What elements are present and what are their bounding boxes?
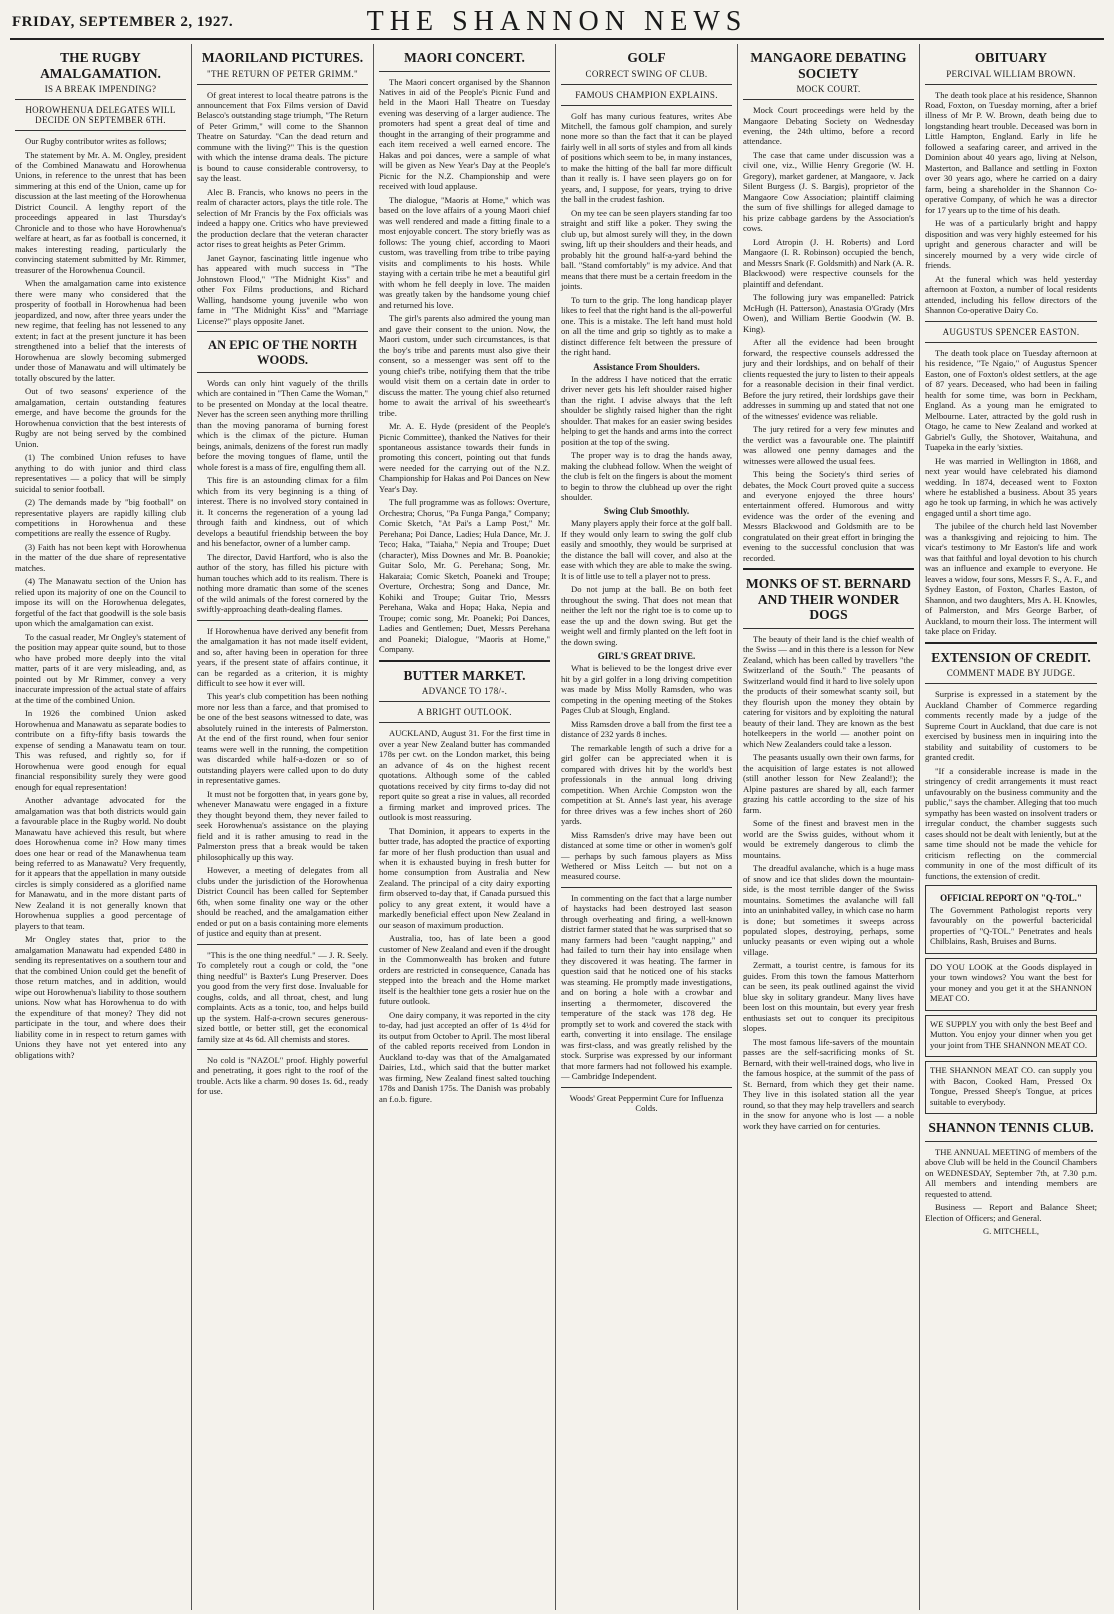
divider xyxy=(561,84,732,85)
column-1 xyxy=(10,44,192,1610)
article-paragraph: (4) The Manawatu section of the Union has relied upon its majority of one on the Council to impose its will on the Horowhenua delegates, forgetful of the fact that goodwill is the sole basis upon which the amalgamation can exist. xyxy=(15,576,186,629)
article-paragraph: The proper way is to drag the hands away, making the clubhead follow. When the weight of the club is felt on the fingers is about the moment to begin to throw the clubhead up over the right shoulder. xyxy=(561,450,732,502)
article-paragraph: The beauty of their land is the chief wealth of the Swiss — and in this there is a lesson for New Zealand, which has been called by travellers "the Switzerland of the South." The peasants of Switzerland would find it hard to live solely upon the products of their somewhat scanty soil, but they flourish upon the money they obtain by catering for visitors and by exploiting the natural beauty of their land. They are known as the best hotelkeepers in the world — another point on which New Zealanders could take a lesson. xyxy=(743,633,914,749)
divider xyxy=(197,620,368,621)
article-paragraph: The director, David Hartford, who is also the author of the story, has filled his picture with human touches which add to its realism. There is nothing more dramatic than some of the scenes of the wild animals of the forest cornered by the swiftly-approaching death-dealing flames. xyxy=(197,551,368,615)
article-paragraph: Words can only hint vaguely of the thrills which are contained in "Then Came the Woman," to be presented on Monday at the local theatre. Never has the screen seen anything more thrilling than the moving panorama of burning forest which is the climax of the picture. Human beings, animals, denizens of the forest run madly before the moving tongues of flame, until the whole forest is a mass of fire, engulfing them all. xyxy=(197,377,368,472)
article-paragraph: Miss Ramsden drove a ball from the first tee a distance of 232 yards 8 inches. xyxy=(561,718,732,740)
article-paragraph: Mock Court proceedings were held by the Mangaore Debating Society on Wednesday evening, the 24th ultimo, before a record attendance. xyxy=(743,105,914,147)
article-paragraph: In the address I have noticed that the erratic driver never gets his left shoulder raised higher than the right. I advise always that the left shoulder be slightly raised higher than the right shoulder. That makes for an easier swing besides helping to get the hands and arms into the correct position at the top of the swing. xyxy=(561,373,732,447)
article-paragraph: This fire is an astounding climax for a film which from its very beginning is a thing of interest. There is no involved story contained in it. It concerns the regeneration of a young lad through faith and kindness, out of which develops a beautiful friendship between the boy and his benefactor, owner of a lumber camp. xyxy=(197,475,368,549)
subhead-bright-outlook: A BRIGHT OUTLOOK. xyxy=(417,707,512,718)
signature: G. MITCHELL, xyxy=(982,1226,1040,1237)
article-paragraph: One dairy company, it was reported in the city to-day, had just accepted an offer of 1s 4½d for its output from October to April. The most liberal of the cabled reports received from London in Auckland to-day was that of the Amalgamated Dairies, Ltd., which said that the butter market was firming, New Zealand finest salted touching 178s and Danish 175s. The Danish was probably an f.o.b. figure. xyxy=(379,1009,550,1104)
subhead-swing: Swing Club Smoothly. xyxy=(603,506,690,517)
subhead-advance: ADVANCE TO 178/-. xyxy=(421,686,508,697)
article-paragraph: Alec B. Francis, who knows no peers in the realm of character actors, plays the title role. The selection of Mr Francis by the Fox officials was indeed a happy one. Critics who have previewed the production declare that the veteran character actor rises to great heights as Peter Grimm. xyxy=(197,186,368,250)
article-paragraph: The dialogue, "Maoris at Home," which was based on the love affairs of a young Maori chief was well rendered and made a fitting finale to a most enjoyable concert. The story briefly was as follows: The young chief, according to Maori custom, was travelling from tribe to tribe paying visits and compliments to his hosts. While staying with a certain tribe he met a beautiful girl with whom he fell deeply in love. The maiden was greatly taken by the handsome young chief and returned his love. xyxy=(379,194,550,310)
divider xyxy=(743,99,914,100)
divider xyxy=(743,568,914,570)
article-paragraph: THE ANNUAL MEETING of members of the above Club will be held in the Council Chambers on WEDNESDAY, September 7th, at 7.30 p.m. All members and intending members are requested to attend. xyxy=(925,1146,1097,1199)
subhead-brown: PERCIVAL WILLIAM BROWN. xyxy=(946,68,1076,79)
article-paragraph: (3) Faith has not been kept with Horowhenua in the matter of the due share of representative matches. xyxy=(15,541,186,573)
article-paragraph: Out of two seasons' experience of the amalgamation, certain outstanding features emerge, and have become the grounds for the Horowhenua conviction that the best interests of Rugby are not being served by the combined Union. xyxy=(15,386,186,449)
headline-maori-concert: MAORI CONCERT. xyxy=(404,50,525,65)
subhead-easton: AUGUSTUS SPENCER EASTON. xyxy=(942,326,1080,337)
article-paragraph: Miss Ramsden's drive may have been out distanced at some time or other in women's golf — perhaps by such famous players as Miss Wethered or Miss Leitch — but not on a measured course. xyxy=(561,829,732,882)
article-paragraph: (1) The combined Union refuses to have anything to do with junior and third class representatives — a policy that will be simply suicidal to senior football. xyxy=(15,452,186,494)
article-paragraph: He was married in Wellington in 1868, and next year would have celebrated his diamond wedding. In 1874, deceased went to Foxton where he established a business. About 35 years ago he took up farming, in which he was actively engaged until a short time ago. xyxy=(925,455,1097,518)
advert-baxters: "This is the one thing needful." — J. R. Seely. To completely rout a cough or cold, the "one thing needful" is Baxter's Lung Preserver. Does you good from the very first dose. Invaluable for coughs, colds, and all throat, chest, and lung complaints. Acts as a tonic, too, and helps build up the system. Half-a-crown secures generous-sized bottle, or better still, get the economical family size at 4s 6d. All chemists and stores. xyxy=(197,949,368,1044)
article-paragraph: "If a considerable increase is made in the stringency of credit arrangements it must react unfavourably on the business community and the public," says the chamber. Alleging that too much sympathy has been wasted on insolvent traders or irregular conduct, the chamber suggests such cases should not be dealt with leniently, but at the same time should not be made the vehicle for criticism reflecting on the commercial community in one of the most difficult of its functions, the extension of credit. xyxy=(925,765,1097,881)
article-paragraph: (2) The demands made by "big football" on representative players are rapidly killing club competitions in Horowhenua and these competitions are really the essence of Rugby. xyxy=(15,497,186,539)
article-paragraph: AUCKLAND, August 31. For the first time in over a year New Zealand butter has commanded 178s per cwt. on the London market, this being an advance of 4s on the highest recent quotations. Although some of the cabled quotations received by city firms to-day did not report quite so great a rise in values, all recorded a firming market and improved prices. The outlook is most reassuring. xyxy=(379,728,550,823)
subhead-rugby-1: IS A BREAK IMPENDING? xyxy=(44,84,157,95)
divider xyxy=(925,84,1097,85)
article-paragraph: Of great interest to local theatre patrons is the announcement that Fox Films version of David Belasco's outstanding stage triumph, "The Return of Peter Grimm," will come to the Shannon Theatre on Saturday. "Can the dead return and commune with the living?" This is the question with which the intense drama deals. The picture is bound to cause considerable controversy, to say the least. xyxy=(197,89,368,184)
subhead-rugby-2: HOROWHENUA DELEGATES WILL DECIDE ON SEPTEMBER 6TH. xyxy=(25,105,176,126)
subhead-girls-drive: GIRL'S GREAT DRIVE. xyxy=(597,651,696,662)
article-paragraph: Australia, too, has of late been a good customer of New Zealand and even if the drought in the Commonwealth has broken and future orders are restricted in consequence, Canada has stepped into the breach and the Home market itself is the healthier tone gets a rosier hue on the future outlook. xyxy=(379,933,550,1007)
divider xyxy=(925,683,1097,684)
headline-obituary: OBITUARY xyxy=(974,50,1048,65)
headline-golf: GOLF xyxy=(627,50,666,65)
article-paragraph: The jubilee of the church held last November was a thanksgiving and rejoicing to him. The vicar's testimony to Mr Easton's life and work was that faithful and loyal devotion to his church was an influence and example to everyone. He leaves a widow, four sons, Messrs F. S., A. F., and Sydney Easton, of Foxton, Charles Easton, of Shannon, and two daughters, Mrs A. H. Knowles, of Palmerston, and Mrs George Barber, of Auckland, to mourn their loss. The interment will take place on Friday. xyxy=(925,521,1097,637)
article-paragraph: Some of the finest and bravest men in the world are the Swiss guides, without whom it would be extremely dangerous to climb the mountains. xyxy=(743,818,914,860)
article-paragraph: Do not jump at the ball. Be on both feet throughout the swing. That does not mean that neither the left nor the right toe is to come up to ease the up and the down swing. But get the weight well and firmly planted on the left foot in the down swing. xyxy=(561,584,732,647)
issue-date: FRIDAY, SEPTEMBER 2, 1927. xyxy=(12,14,234,30)
headline-rugby: THE RUGBY AMALGAMATION. xyxy=(40,50,161,81)
divider xyxy=(379,71,550,72)
advert-qtol xyxy=(925,885,1097,954)
newspaper-title: THE SHANNON NEWS xyxy=(366,6,748,37)
article-paragraph: He was of a particularly bright and happy disposition and was very highly esteemed for his upright and generous character and will be sincerely mourned by a very wide circle of friends. xyxy=(925,218,1097,271)
article-paragraph: Lord Atropin (J. H. Roberts) and Lord Mangaore (I. R. Robinson) occupied the bench, and Messrs Snark (F. Goldsmith) and Nark (A. R. Blackwood) were respective counsels for the plaintiff and defendant. xyxy=(743,236,914,289)
article-paragraph: In commenting on the fact that a large number of haystacks had been destroyed last season through overheating and firing, a well-known district farmer stated that he was surprised that so many farmers had been "caught napping," and had failed to turn their hay into ensilage when they discovered it was heating. The farmer in question said that he noticed one of his stacks was steaming. He promptly made investigations, and on boring a hole with a crowbar and inserting a thermometer, discovered the temperature of the stack was 178 deg. He promptly set to work and covered the stack with earth, converting it into ensilage. The ensilage was first-class, and was greatly relished by the stock. Surprise was expressed by our informant that more farmers had not followed his example. — Cambridge Independent. xyxy=(561,892,732,1082)
article-paragraph: Janet Gaynor, fascinating little ingenue who has appeared with much success in "The Johnstown Flood," "The Midnight Kiss" and other Fox Films productions, and Richard Walling, handsome young juvenile who won fame in "The Midnight Kiss" and "Marriage License?" plays opposite Janet. xyxy=(197,252,368,326)
divider xyxy=(561,105,732,106)
headline-credit: EXTENSION OF CREDIT. xyxy=(931,649,1091,665)
article-paragraph: Many players apply their force at the golf ball. If they would only learn to swing the golf club easily and smoothly, they would be surprised at the distance the ball will cover, and also at the ease with which they are able to make the swing. It is of little use to tell a player not to press. xyxy=(561,518,732,581)
article-paragraph: To turn to the grip. The long handicap player likes to feel that the right hand is the all-powerful one. This is a mistake. The left hand must hold on all the time and grip so tightly as to make a distinct difference felt between the pressure of the right hand. xyxy=(561,294,732,358)
subhead-shoulders: Assistance From Shoulders. xyxy=(593,361,700,372)
headline-st-bernard: MONKS OF ST. BERNARD AND THEIR WONDER DOGS xyxy=(745,576,911,623)
article-paragraph: To the casual reader, Mr Ongley's statement of the position may appear quite sound, but to those who have probed more deeply into the vital matter, parts of it are very misleading, and, as pointed out by Mr Rimmer, convey a very inaccurate impression of the actual state of affairs at the time of the combined Union. xyxy=(15,631,186,705)
article-paragraph: The most famous life-savers of the mountain passes are the self-sacrificing monks of St. Bernard, with their well-trained dogs, who live in the famous hospice, at the summit of the pass of St. Bernard, from which they get their name. They live in this isolated station all the year round, so that they may help travellers and search in the snow for anyone who is lost — a noble work they have carried on for centuries. xyxy=(743,1036,914,1131)
article-paragraph: On my tee can be seen players standing far too straight and stiff like a poker. They swing the club up, but almost surely will they, in the down swing, lift up their shoulders and their heads, and probably hit the ground half-a-yard behind the ball. "Stand comfortably" is my advice. And that means that there must be a certain freedom in the joints. xyxy=(561,207,732,292)
divider xyxy=(379,722,550,723)
advert-meat-1-text: DO YOU LOOK at the Goods displayed in your town windows? You want the best for your money and you get it at the SHANNON MEAT CO. xyxy=(930,961,1092,1004)
article-paragraph: The statement by Mr. A. M. Ongley, president of the Combined Manawatu and Horowhenua Unions, in reference to the unrest that has been simmering at this end of the Union, came up for discussion at the last meeting of the Horowhenua District Council. A lengthy report of the proceedings appeared in last Thursday's Chronicle and to those who have Horowhenua's welfare at heart, as far as football is concerned, it makes interesting reading, particularly the convincing statement submitted by Mr. Rimmer, treasurer of the Horowhenua Council. xyxy=(15,149,186,275)
article-paragraph: The death took place on Tuesday afternoon at his residence, "Te Ngaio," of Augustus Spencer Easton, one of Foxton's oldest settlers, at the age of 87 years. Deceased, who had been in failing health for some time, was born in Peckham, England. As a young man he emigrated to Melbourne. Later, attracted by the gold rush in Otago, he came to New Zealand and worked at Gabriel's Gully, the Shotover, Waitahuna, and Tuapeka in the early 'sixties. xyxy=(925,347,1097,453)
article-paragraph: This being the Society's third series of debates, the Mock Court proved quite a success and everyone enjoyed the three hours' entertainment offered. Humorous and witty evidence was the order of the evening and Messrs Blackwood and Goldsmith are to be congratulated on their great effort in bringing the evening to the successful conclusion that was recorded. xyxy=(743,469,914,563)
advert-qtol-text: The Government Pathologist reports very favourably on the powerful bactericidal properties of "Q-TOL." Penetrates and heals Chilblains, Rash, Bruises and Burns. xyxy=(930,905,1092,947)
advert-meat-3 xyxy=(925,1061,1097,1114)
headline-tennis: SHANNON TENNIS CLUB. xyxy=(928,1120,1094,1136)
divider xyxy=(925,321,1097,322)
headline-butter-market: BUTTER MARKET. xyxy=(403,667,526,683)
headline-debating: MANGAORE DEBATING SOCIETY xyxy=(750,50,907,81)
advert-meat-2-text: WE SUPPLY you with only the best Beef and Mutton. You enjoy your dinner when you get your joint from THE SHANNON MEAT CO. xyxy=(930,1018,1092,1050)
article-paragraph: The jury retired for a very few minutes and the verdict was a favourable one. The plaintiff was allowed one penny damages and the witnesses were allowed the usual fees. xyxy=(743,424,914,466)
advert-nazol: No cold is "NAZOL" proof. Highly powerful and penetrating, it goes right to the roof of the trouble. Acts like a charm. 90 doses 1s. 6d., ready for use. xyxy=(197,1054,368,1097)
article-paragraph: What is believed to be the longest drive ever hit by a girl golfer in a long driving competition was made by Miss Molly Ramsden, who was competing in the opening meeting of the Stokes Pages Club at Slough, England. xyxy=(561,663,732,716)
headline-maoriland: MAORILAND PICTURES. xyxy=(201,50,364,65)
divider xyxy=(561,887,732,888)
divider xyxy=(379,701,550,702)
column-2 xyxy=(192,44,374,1610)
article-paragraph: Business — Report and Balance Sheet; Election of Officers; and General. xyxy=(925,1202,1097,1223)
divider xyxy=(197,944,368,945)
article-paragraph: This year's club competition has been nothing more nor less than a farce, and that promised to be one of the best seasons witnessed to date, was absolutely ruined in the interests of Palmerston. At the end of the first round, when four senior teams were well in the running, the competition was discarded while half-a-dozen or so of outstanding players were called upon to do duty in representative games. xyxy=(197,691,368,786)
article-paragraph: When the amalgamation came into existence there were many who considered that the prosperity of football in Horowhenua had been jeopardized, and now, after three years under the new regime, that feeling has not lessened to any extent; in fact at the present juncture it has been strengthened into a belief that the interests of Horowhenua are slowly becoming submerged under those of Manawatu and will ultimately be totally obscured by the latter. xyxy=(15,278,186,383)
subhead-golf-2: FAMOUS CHAMPION EXPLAINS. xyxy=(575,89,718,100)
article-paragraph: Another advantage advocated for the amalgamation was that both districts would gain a favourable place in the Rugby world. No doubt Manawatu have achieved this result, but where does Horowhenua come in? How many times does one hear or read of the Manawhenua team being referred to as Manawatu? Very frequently, for it appears that the appellation in many outside circles is simply considered as a glorified name for Manawatu, and in the more distant parts of New Zealand it is not generally known that Horowhenua supplies a good percentage of players to that team. xyxy=(15,795,186,931)
subhead-judge: COMMENT MADE BY JUDGE. xyxy=(946,668,1076,679)
article-paragraph: After all the evidence had been brought forward, the respective counsels addressed the jury and their lordships, and on behalf of their clients requested the jury to listen to their appeals for a reasonable decision in their final verdict. Before the jury retired, their lordships gave their addresses in summing up and stated that not one of the witnesses' evidence was reliable. xyxy=(743,337,914,421)
divider xyxy=(925,642,1097,644)
column-3 xyxy=(374,44,556,1610)
divider xyxy=(197,1049,368,1050)
article-paragraph: The full programme was as follows: Overture, Orchestra; Chorus, "Pa Funga Panga," Company; Comic Sketch, "At Pai's a Lamp Post," Mr. Perehana; Poi Dance, Ladies; Hula Dance, Mr. J. Teco; Haka, "Taiaha," Nepia and Troupe; Duet (character), Miss Downes and Mr. B. Poanokie; Guitar Solo, Mr. G. Perehana; Song, Mr. Hakaraia; Comic Sketch, Poaneki and Troupe; Overture, Orchestra; Song and Dance, Mr. Kohiki and Troupe; Guitar Trio, Messrs Perehana, Waka and Hopa; Haka, Nepia and Troupe; comic song, Mr. Poaneki; Poi Dances, Ladies and Gentlemen; Duet, Messrs Perehana and Poaneki; Dialogue, "Maoris at Home," Company. xyxy=(379,497,550,655)
divider xyxy=(925,1141,1097,1142)
advert-qtol-title: OFFICIAL REPORT ON "Q-TOL." xyxy=(940,893,1082,903)
article-paragraph: The Maori concert organised by the Shannon Natives in aid of the People's Picnic Fund and held in the Maori Hall Theatre on Tuesday evening was deserving of a larger audience. The promoters had spent a great deal of time and thought in the arranging of their programme and each item received a well earned encore. The Hakas and poi dances, were a sample of what will be given as New Year's Day at the People's Picnic for the N.Z. Championship and were received with loud applause. xyxy=(379,76,550,192)
article-paragraph: In 1926 the combined Union asked Horowhenua and Manawatu as separate bodies to contribute on a fifty-fifty basis towards the expense of sending a Manawatu team on tour. This was refused, and rightly so, for if Horowhenua were good enough for equal financial responsibility surely they were good enough for equal representation! xyxy=(15,708,186,792)
article-paragraph: The case that came under discussion was a civil one, viz., Willie Henry Gregorie (W. H. Gregory), market gardener, at Mangaore, v. Jack Silent Burgess (J. S. Bargis), proprietor of the Mangaore Cow Association; plaintiff claiming the sum of five shillings for alleged damage to his prize cabbage gardens by the Association's cows. xyxy=(743,149,914,234)
divider xyxy=(15,130,186,131)
article-paragraph: The dreadful avalanche, which is a huge mass of snow and ice that slides down the mountain-side, is the most terrible danger of the Swiss mountains. Sometimes the avalanche will fall into an uninhabited valley, in which case no harm is done; but sometimes it sweeps across populated slopes, destroying, perhaps, some unlucky peasants or even wiping out a whole village. xyxy=(743,863,914,957)
column-4 xyxy=(556,44,738,1610)
article-paragraph: Mr. A. E. Hyde (president of the People's Picnic Committee), thanked the Natives for their spontaneous assistance towards their funds in promoting this concert, pointing out that funds were needed for the carrying out of the N.Z. Championship for Hakas and Poi Dances on New Year's Day. xyxy=(379,421,550,494)
article-paragraph: At the funeral which was held yesterday afternoon at Foxton, a number of local residents attended, including his fellow directors of the Shannon Co-operative Dairy Co. xyxy=(925,273,1097,316)
article-paragraph: The following jury was empanelled: Patrick McHugh (H. Patterson), Anastasia O'Grady (Mrs Owen), and William Bertie Goodwin (W. B. King). xyxy=(743,292,914,334)
article-paragraph: The remarkable length of such a drive for a girl golfer can be appreciated when it is compared with drives hit by the world's best professionals in the annual long driving competition. When Archie Compston won the competition at St. Anne's last year, his average for three drives was a few inches short of 260 yards. xyxy=(561,742,732,827)
article-paragraph: Surprise is expressed in a statement by the Auckland Chamber of Commerce regarding comments recently made by a judge of the Supreme Court in Auckland, that due care is not exercised by business men in inquiring into the stability and suitability of customers to be granted credit. xyxy=(925,689,1097,763)
advert-meat-1 xyxy=(925,958,1097,1011)
divider xyxy=(197,331,368,332)
article-paragraph: If Horowhenua have derived any benefit from the amalgamation it has not made itself evident, and so, after having been in operation for three years, if the present state of affairs continue, it can be regarded as a criterion, it is mighty difficult to see how it ever will. xyxy=(197,625,368,688)
divider xyxy=(197,372,368,373)
advert-meat-3-text: THE SHANNON MEAT CO. can supply you with Bacon, Cooked Ham, Pressed Ox Tongue, Pressed Sheep's Tongue, at prices suitable to everybody. xyxy=(930,1065,1092,1107)
masthead xyxy=(10,6,1104,40)
advert-meat-2 xyxy=(925,1015,1097,1057)
columns xyxy=(10,44,1104,1610)
divider xyxy=(925,342,1097,343)
article-paragraph: It must not be forgotten that, in years gone by, whenever Manawatu were engaged in a fixture they thought beyond them, they never failed to seek Horowhenua's assistance on the playing field and it is rather amusing to read in the Palmerston press that a break would be taken philosophically up this way. xyxy=(197,788,368,862)
divider xyxy=(743,628,914,629)
divider xyxy=(379,660,550,662)
article-paragraph: The peasants usually own their own farms, for the acquisition of large estates is not allowed (still another lesson for New Zealand!); the Alpine pastures are shared by all, each farmer grazing his cattle according to the size of his farm. xyxy=(743,752,914,815)
divider xyxy=(561,1087,732,1088)
advert-woods: Woods' Great Peppermint Cure for Influenza Colds. xyxy=(569,1092,724,1114)
article-paragraph: However, a meeting of delegates from all clubs under the jurisdiction of the Horowhenua District Council has been called for September 6th, when some finality one way or the other should be reached, and the amalgamation either ended or put on a basis containing more elements of justice and equity than at present. xyxy=(197,865,368,939)
article-paragraph: Mr Ongley states that, prior to the amalgamation Manawatu had expended £480 in sending its representatives on a southern tour and that the combined Union could get the benefit of those return matches, and in addition, would wipe out Horowhenua's liability to those southern unions. Now what has Horowhenua to do with the expenditure of that money? They did not participate in the tour, and where does their liability come in in respect to return games with Unions they have not yet entered into any obligations with? xyxy=(15,934,187,1060)
column-6 xyxy=(920,44,1102,1610)
article-paragraph: Zermatt, a tourist centre, is famous for its guides. From this town the famous Matterhorn can be seen, its peak outlined against the vivid blue sky in solitary grandeur. Many lives have been lost on this mountain, but every year fresh enthusiasts set out to conquer its precipitous slopes. xyxy=(743,960,914,1034)
article-paragraph: That Dominion, it appears to experts in the butter trade, has adopted the practice of exporting far more of her flush production than usual and when it is exhausted buying in fresh butter for home consumption from Australia and New Zealand. The principal of a city dairy exporting firm observed to-day that, if Canada pursued this policy to any great extent, it would have a markedly beneficial effect upon New Zealand in our season of maximum production. xyxy=(379,825,550,930)
headline-north-woods: AN EPIC OF THE NORTH WOODS. xyxy=(208,338,357,367)
column-5 xyxy=(738,44,920,1610)
subhead-mock-court: MOCK COURT. xyxy=(796,84,861,95)
subhead-peter-grimm: "THE RETURN OF PETER GRIMM." xyxy=(206,68,358,79)
divider xyxy=(197,84,368,85)
article-paragraph: The death took place at his residence, Shannon Road, Foxton, on Tuesday morning, after a brief illness of Mr P. W. Brown, death being due to longstanding heart trouble. Deceased was born in Little Hampton, England. Early in life he followed a seafaring career, and arrived in the Dominion about 40 years ago, living at Nelson, Masterton, and Ballance and settling in Foxton over 30 years ago, where he carried on a dairy farm, being a shareholder in the Shannon Co-operative Company, of which he was a director for 17 years up to the time of his death. xyxy=(925,89,1097,215)
article-paragraph: The girl's parents also admired the young man and gave their consent to the union. Now, the Maori custom, under such circumstances, is that the boy's tribe and parents must also give their consent, so a messenger was sent off to the young chief's tribe, notifying them that the tribe would visit them on a certain date in order to discuss the matter. The young chief also returned home to await the arrival of his sweetheart's tribe. xyxy=(379,313,550,418)
divider xyxy=(15,99,186,100)
article-paragraph: Golf has many curious features, writes Abe Mitchell, the famous golf champion, and surely none more so than the fact that it can be played fairly well in all sorts of styles and from all kinds of positions which seem to be, in many instances, to make the hitting of the ball far more difficult than it really is. I have seen players go on for years, and, I suppose, for years, trying to drive the ball in the crudest fashion. xyxy=(561,110,732,205)
article-paragraph: Our Rugby contributor writes as follows; xyxy=(25,136,167,147)
subhead-golf-1: CORRECT SWING OF CLUB. xyxy=(585,68,708,79)
